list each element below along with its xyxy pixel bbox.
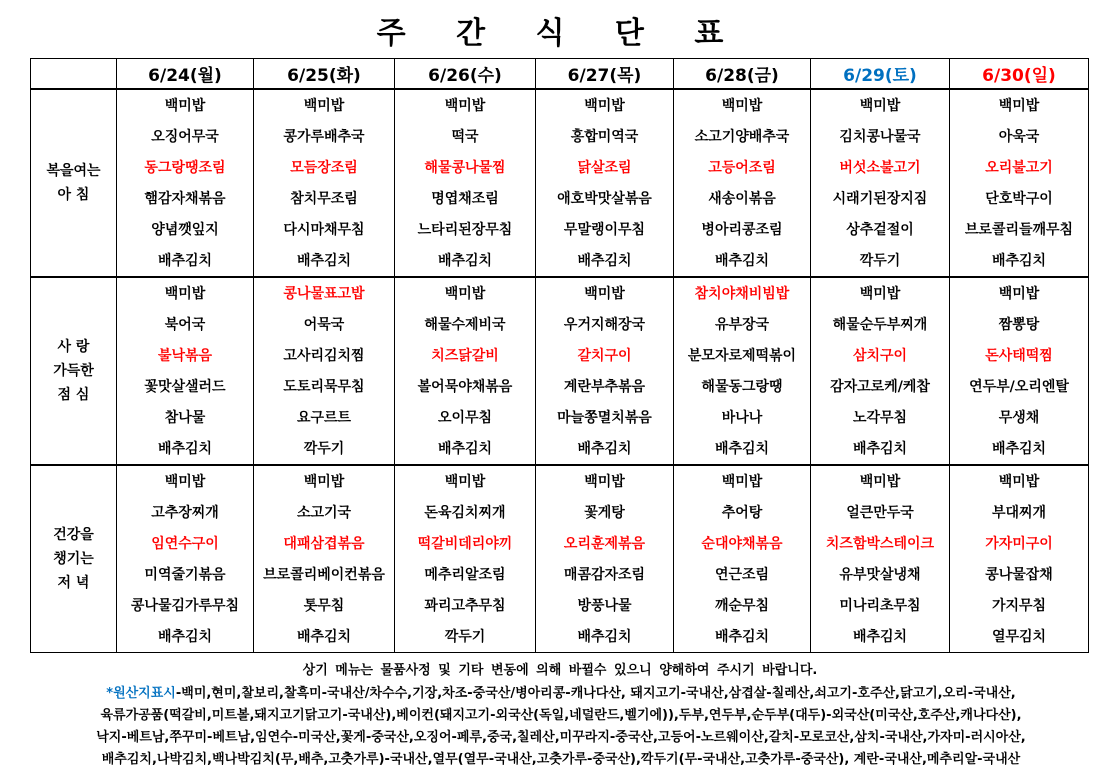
menu-item: 연두부/오리엔탈 [969, 378, 1069, 395]
menu-cell [674, 89, 811, 277]
menu-cell [254, 465, 395, 653]
menu-item: 콩가루배추국 [283, 128, 365, 145]
menu-item: 백미밥 [303, 97, 345, 114]
menu-item: 백미밥 [584, 285, 625, 302]
menu-cell [674, 465, 811, 653]
menu-item: 짬뽕탕 [998, 316, 1040, 333]
menu-item: 백미밥 [584, 473, 625, 490]
menu-item: 깍두기 [859, 252, 901, 269]
day-header-7: 6/30(일) [950, 59, 1089, 90]
menu-item: 백미밥 [859, 473, 901, 490]
menu-cell [811, 465, 950, 653]
meal-row-3 [31, 465, 1089, 653]
menu-item: 해물동그랑땡 [701, 378, 783, 395]
menu-item: 도토리묵무침 [283, 378, 365, 395]
menu-item: 배추김치 [577, 628, 632, 645]
page-title: 주 간 식 단 표 [376, 16, 744, 51]
menu-item: 배추김치 [852, 440, 908, 457]
menu-item: 브로콜리베이컨볶음 [263, 566, 385, 583]
origin-line-2: 육류가공품(떡갈비,미트볼,돼지고기닭고기-국내산),베이컨(돼지고기-외국산(독일,네덜란드,벨기에)),두부,연두부,순두부(대두)-외국산(미국산,호주산,캐나다산), [100, 708, 1022, 723]
menu-item: 백미밥 [998, 285, 1040, 302]
meal-label-line: 건강을 [53, 527, 94, 543]
menu-item: 치즈함박스테이크 [825, 535, 935, 552]
menu-cell [950, 465, 1089, 653]
menu-item: 배추김치 [437, 252, 493, 269]
menu-item: 양념깻잎지 [151, 221, 219, 238]
menu-item: 오리훈제볶음 [563, 535, 646, 552]
menu-cell [117, 277, 254, 465]
meal-label-line: 복을여는 [46, 163, 101, 179]
menu-item: 배추김치 [714, 628, 770, 645]
menu-item: 무생채 [998, 409, 1040, 426]
menu-item: 분모자로제떡볶이 [687, 347, 797, 364]
weekly-menu-table [30, 58, 1089, 653]
menu-item: 배추김치 [991, 252, 1047, 269]
meal-label [31, 89, 117, 277]
menu-item: 계란부추볶음 [563, 378, 646, 395]
menu-item: 볼어묵야채볶음 [417, 378, 513, 395]
menu-item: 치즈닭갈비 [431, 347, 499, 364]
menu-item: 갈치구이 [577, 347, 632, 364]
menu-item: 다시마채무침 [283, 221, 365, 238]
menu-item: 대패삼겹볶음 [283, 535, 365, 552]
menu-item: 백미밥 [721, 97, 763, 114]
day-header-3: 6/26(수) [395, 59, 536, 90]
menu-item: 돈육김치찌개 [424, 504, 506, 521]
menu-item: 열무김치 [991, 628, 1047, 645]
day-header-1: 6/24(월) [117, 59, 254, 90]
day-header-2: 6/25(화) [254, 59, 395, 90]
menu-item: 명엽채조림 [431, 190, 499, 207]
menu-item: 매콤감자조림 [563, 566, 646, 583]
menu-item: 북어국 [164, 316, 206, 333]
notice-text: 상기 메뉴는 물품사정 및 기타 변동에 의해 바뀔수 있으니 양해하여 주시기 바랍니다. [302, 663, 818, 678]
menu-item: 톳무침 [303, 597, 345, 614]
menu-item: 배추김치 [577, 440, 632, 457]
menu-cell [117, 89, 254, 277]
menu-item: 오이무침 [437, 409, 493, 426]
menu-item: 메추리알조림 [424, 566, 506, 583]
menu-cell [674, 277, 811, 465]
origin-line-3: 낙지-베트남,쭈꾸미-베트남,임연수-미국산,꽃게-중국산,오징어-페루,중국,칠레산,미꾸라지-중국산,고등어-노르웨이산,갈치-모로코산,삼치-국내산,가자미-러시아산, [96, 730, 1026, 745]
menu-item: 고등어조림 [708, 159, 776, 176]
menu-cell [536, 277, 674, 465]
menu-item: 유부맛살냉채 [839, 566, 921, 583]
menu-item: 불낙볶음 [157, 347, 213, 364]
menu-item: 아욱국 [998, 128, 1040, 145]
origin-label: *원산지표시 [106, 686, 176, 701]
menu-cell [395, 277, 536, 465]
menu-item: 순대야채볶음 [701, 535, 783, 552]
menu-item: 해물수제비국 [424, 316, 506, 333]
meal-row-2 [31, 277, 1089, 465]
menu-item: 애호박맛살볶음 [557, 190, 652, 207]
menu-item: 깍두기 [444, 628, 486, 645]
menu-cell [254, 89, 395, 277]
menu-item: 오리불고기 [985, 159, 1053, 176]
menu-item: 참치무조림 [290, 190, 358, 207]
menu-item: 햄감자채볶음 [144, 190, 226, 207]
menu-item: 홍합미역국 [570, 128, 639, 145]
menu-item: 감자고로케/케찹 [830, 378, 930, 395]
menu-cell [950, 277, 1089, 465]
menu-item: 백미밥 [164, 473, 206, 490]
origin-info [30, 683, 1092, 771]
menu-item: 방풍나물 [577, 597, 632, 614]
menu-item: 얼큰만두국 [846, 504, 914, 521]
meal-label-line: 아 침 [57, 187, 90, 203]
menu-cell [536, 89, 674, 277]
menu-item: 배추김치 [157, 252, 213, 269]
menu-item: 배추김치 [437, 440, 493, 457]
menu-item: 부대찌개 [991, 504, 1047, 521]
menu-item: 꽈리고추무침 [424, 597, 506, 614]
menu-item: 해물순두부찌개 [832, 316, 928, 333]
menu-item: 단호박구이 [985, 190, 1053, 207]
menu-cell [950, 89, 1089, 277]
meal-label [31, 277, 117, 465]
menu-item: 삼치구이 [852, 347, 908, 364]
menu-item: 오징어무국 [151, 128, 219, 145]
header-corner [31, 59, 117, 90]
menu-item: 소고기양배추국 [694, 128, 790, 145]
menu-item: 깍두기 [303, 440, 345, 457]
menu-item: 브로콜리들깨무침 [964, 221, 1074, 238]
menu-item: 고사리김치찜 [283, 347, 365, 364]
meal-label-line: 가득한 [53, 363, 94, 379]
menu-item: 백미밥 [164, 97, 206, 114]
menu-item: 닭살조림 [577, 159, 632, 176]
menu-item: 떡국 [451, 128, 479, 145]
menu-item: 마늘쫑멸치볶음 [557, 409, 652, 426]
menu-item: 백미밥 [859, 285, 901, 302]
menu-item: 콩나물표고밥 [283, 285, 365, 302]
day-header-row [31, 59, 1089, 90]
menu-item: 배추김치 [577, 252, 632, 269]
menu-cell [395, 465, 536, 653]
menu-item: 참나물 [164, 409, 206, 426]
menu-item: 돈사태떡찜 [985, 347, 1053, 364]
menu-cell [811, 277, 950, 465]
menu-item: 꽃맛살샐러드 [144, 378, 226, 395]
menu-item: 새송이볶음 [708, 190, 776, 207]
origin-line-1: *원산지표시-백미,현미,찰보리,찰흑미-국내산/차수수,기장,차조-중국산/병아리콩-캐나다산, 돼지고기-국내산,삼겹살-칠레산,쇠고기-호주산,닭고기,오리-국내산, [106, 686, 1016, 701]
menu-item: 동그랑땡조림 [144, 159, 226, 176]
menu-cell [536, 465, 674, 653]
menu-item: 버섯소불고기 [839, 159, 921, 176]
menu-item: 꽃게탕 [584, 504, 625, 521]
menu-item: 배추김치 [296, 252, 352, 269]
menu-item: 모듬장조림 [290, 159, 358, 176]
menu-item: 백미밥 [444, 473, 486, 490]
menu-cell [395, 89, 536, 277]
day-header-4: 6/27(목) [536, 59, 674, 90]
menu-item: 배추김치 [157, 628, 213, 645]
origin-line-4: 배추김치,나박김치,백나박김치(무,배추,고춧가루)-국내산,열무(열무-국내산,고춧가루-중국산),깍두기(무-국내산,고춧가루-중국산), 계란-국내산,메추리알-국내산 [101, 752, 1021, 767]
meal-row-1 [31, 89, 1089, 277]
menu-item: 어묵국 [303, 316, 345, 333]
menu-item: 백미밥 [303, 473, 345, 490]
meal-label-line: 저 녁 [57, 575, 90, 591]
day-header-6: 6/29(토) [811, 59, 950, 90]
menu-item: 무말랭이무침 [563, 221, 646, 238]
menu-item: 배추김치 [157, 440, 213, 457]
menu-item: 고추장찌개 [151, 504, 219, 521]
menu-item: 백미밥 [164, 285, 206, 302]
menu-item: 시래기된장지짐 [832, 190, 928, 207]
menu-item: 백미밥 [998, 473, 1040, 490]
menu-item: 배추김치 [714, 440, 770, 457]
menu-cell [811, 89, 950, 277]
menu-item: 가지무침 [991, 597, 1047, 614]
menu-item: 우거지해장국 [563, 316, 646, 333]
menu-item: 요구르트 [296, 409, 352, 426]
menu-item: 추어탕 [721, 504, 763, 521]
meal-label-line: 점 심 [57, 387, 90, 403]
menu-item: 백미밥 [998, 97, 1040, 114]
menu-item: 콩나물잡채 [985, 566, 1053, 583]
menu-item: 상추겉절이 [846, 221, 914, 238]
menu-item: 참치야채비빔밥 [694, 285, 790, 302]
day-header-5: 6/28(금) [674, 59, 811, 90]
meal-label-line: 사 랑 [57, 339, 90, 355]
menu-cell [117, 465, 254, 653]
menu-item: 배추김치 [852, 628, 908, 645]
menu-item: 노각무침 [852, 409, 908, 426]
menu-item: 깨순무침 [714, 597, 770, 614]
menu-item: 연근조림 [714, 566, 770, 583]
menu-item: 배추김치 [991, 440, 1047, 457]
menu-item: 바나나 [721, 409, 763, 426]
menu-item: 임연수구이 [151, 535, 219, 552]
menu-item: 소고기국 [296, 504, 352, 521]
meal-label [31, 465, 117, 653]
meal-label-line: 챙기는 [53, 551, 94, 567]
menu-item: 백미밥 [721, 473, 763, 490]
menu-item: 배추김치 [714, 252, 770, 269]
menu-item: 미역줄기볶음 [144, 566, 226, 583]
menu-cell [254, 277, 395, 465]
menu-item: 떡갈비데리야끼 [417, 535, 513, 552]
menu-item: 백미밥 [584, 97, 625, 114]
menu-item: 해물콩나물찜 [424, 159, 506, 176]
menu-item: 백미밥 [859, 97, 901, 114]
menu-item: 배추김치 [296, 628, 352, 645]
menu-item: 느타리된장무침 [417, 221, 513, 238]
menu-item: 미나리초무침 [839, 597, 921, 614]
menu-item: 김치콩나물국 [839, 128, 921, 145]
menu-item: 콩나물김가루무침 [130, 597, 240, 614]
menu-item: 백미밥 [444, 285, 486, 302]
menu-item: 가자미구이 [985, 535, 1053, 552]
menu-item: 유부장국 [714, 316, 770, 333]
menu-item: 백미밥 [444, 97, 486, 114]
menu-item: 병아리콩조림 [701, 221, 783, 238]
